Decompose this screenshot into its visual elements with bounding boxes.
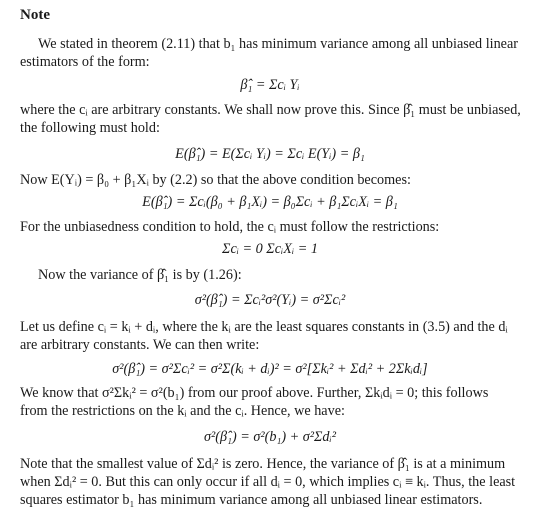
- paragraph-line: are arbitrary constants. We can then write:: [20, 337, 260, 353]
- paragraph-line: Now E(Yᵢ) = β₀ + β₁Xᵢ by (2.2) so that the above condition becomes:: [20, 172, 411, 188]
- paragraph-line: where the cᵢ are arbitrary constants. We shall now prove this. Since β̂₁ must be unbiased,: [20, 102, 521, 118]
- equation-restrictions: Σcᵢ = 0 ΣcᵢXᵢ = 1: [222, 241, 318, 257]
- equation-variance-result: σ²(β̂₁) = σ²(b₁) + σ²Σdᵢ²: [203, 429, 337, 445]
- paragraph-line: Let us define cᵢ = kᵢ + dᵢ, where the kᵢ are the least squares constants in (3.5) and the dᵢ: [20, 319, 508, 335]
- equation-unbiased-condition: E(β̂₁) = Σcᵢ(β₀ + β₁Xᵢ) = β₀Σcᵢ + β₁ΣcᵢXᵢ = β₁: [142, 194, 398, 210]
- paragraph-line: Now the variance of β̂₁ is by (1.26):: [38, 267, 242, 283]
- paragraph-line: estimators of the form:: [20, 54, 150, 70]
- paragraph-line: the following must hold:: [20, 120, 160, 136]
- paragraph-line: when Σdᵢ² = 0. But this can only occur if all dᵢ = 0, which implies cᵢ ≡ kᵢ. Thus, the least: [20, 474, 516, 490]
- paragraph-line: We stated in theorem (2.11) that b₁ has minimum variance among all unbiased linear: [38, 36, 518, 52]
- paragraph-line: We know that σ²Σkᵢ² = σ²(b₁) from our proof above. Further, Σkᵢdᵢ = 0; this follows: [20, 385, 489, 401]
- equation-expectation: E(β̂₁) = E(Σcᵢ Yᵢ) = Σcᵢ E(Yᵢ) = β₁: [175, 146, 365, 162]
- paragraph-line: Note that the smallest value of Σdᵢ² is zero. Hence, the variance of β̂₁ is at a minimum: [20, 456, 506, 472]
- paragraph-line: squares estimator b₁ has minimum variance among all unbiased linear estimators.: [20, 492, 483, 508]
- paragraph-line: For the unbiasedness condition to hold, the cᵢ must follow the restrictions:: [20, 219, 440, 235]
- equation-estimator-form: β̂₁ = Σcᵢ Yᵢ: [240, 77, 300, 93]
- paragraph-line: from the restrictions on the kᵢ and the cᵢ. Hence, we have:: [20, 403, 345, 419]
- equation-variance: σ²(β̂₁) = Σcᵢ²σ²(Yᵢ) = σ²Σcᵢ²: [194, 292, 346, 308]
- equation-variance-expansion: σ²(β̂₁) = σ²Σcᵢ² = σ²Σ(kᵢ + dᵢ)² = σ²[Σkᵢ² + Σdᵢ² + 2Σkᵢdᵢ]: [112, 361, 428, 377]
- note-heading: Note: [20, 7, 50, 23]
